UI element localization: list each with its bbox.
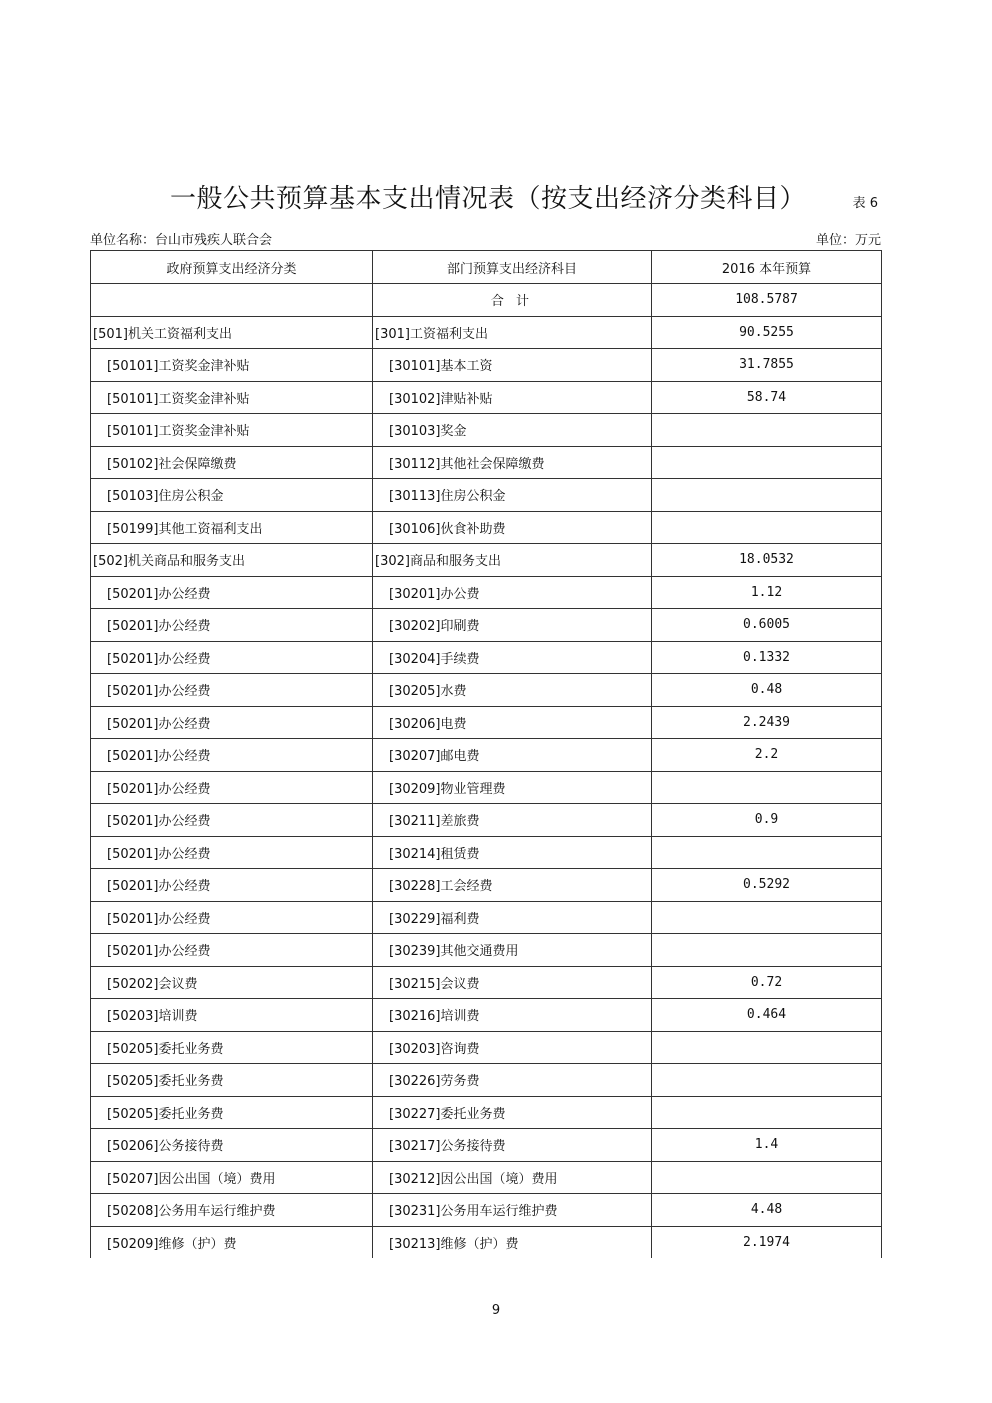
budget-amount-cell: 2.2439 (652, 706, 882, 739)
table-row (91, 1031, 882, 1064)
gov-category-cell: [50201]办公经费 (91, 804, 373, 837)
budget-amount-cell: 2.2 (652, 739, 882, 772)
table-row (91, 609, 882, 642)
meta-row (90, 229, 881, 247)
unit-name: 单位名称：台山市残疾人联合会 (90, 233, 273, 248)
budget-amount-cell (652, 414, 882, 447)
budget-amount-cell (652, 1064, 882, 1097)
budget-amount-cell (652, 901, 882, 934)
gov-category-cell: [50205]委托业务费 (91, 1096, 373, 1129)
budget-table (90, 250, 882, 1258)
table-row (91, 1194, 882, 1227)
table-row (91, 771, 882, 804)
table-row (91, 349, 882, 382)
budget-amount-cell: 0.464 (652, 999, 882, 1032)
budget-amount-cell: 0.5292 (652, 869, 882, 902)
gov-category-cell: [50201]办公经费 (91, 739, 373, 772)
table-row (91, 1064, 882, 1097)
header-budget-amount: 2016 本年预算 (652, 251, 882, 284)
header-dept-subject: 部门预算支出经济科目 (373, 251, 652, 284)
dept-subject-cell: [30209]物业管理费 (373, 771, 652, 804)
table-row (91, 674, 882, 707)
table-row (91, 999, 882, 1032)
table-row (91, 836, 882, 869)
budget-amount-cell (652, 511, 882, 544)
total-row (91, 284, 882, 317)
budget-amount-cell (652, 771, 882, 804)
table-row (91, 446, 882, 479)
table-row (91, 316, 882, 349)
dept-subject-cell: [301]工资福利支出 (373, 316, 652, 349)
dept-subject-cell: [30212]因公出国（境）费用 (373, 1161, 652, 1194)
gov-category-cell: [50101]工资奖金津补贴 (91, 349, 373, 382)
gov-category-cell: [50202]会议费 (91, 966, 373, 999)
dept-subject-cell: [30215]会议费 (373, 966, 652, 999)
gov-category-cell: [50101]工资奖金津补贴 (91, 414, 373, 447)
table-row (91, 544, 882, 577)
budget-amount-cell: 0.1332 (652, 641, 882, 674)
budget-table-body (91, 251, 882, 1259)
budget-amount-cell (652, 1161, 882, 1194)
table-number: 表 6 (852, 196, 878, 211)
gov-category-cell: [50209]维修（护）费 (91, 1226, 373, 1258)
table-row (91, 511, 882, 544)
gov-category-cell: [50201]办公经费 (91, 934, 373, 967)
dept-subject-cell: [30101]基本工资 (373, 349, 652, 382)
budget-amount-cell: 1.4 (652, 1129, 882, 1162)
gov-category-cell: [50201]办公经费 (91, 901, 373, 934)
budget-amount-cell: 0.9 (652, 804, 882, 837)
table-row (91, 1096, 882, 1129)
budget-amount-cell (652, 934, 882, 967)
table-row (91, 901, 882, 934)
budget-amount-cell (652, 836, 882, 869)
budget-amount-cell: 2.1974 (652, 1226, 882, 1258)
table-row (91, 869, 882, 902)
total-label: 合 计 (373, 284, 652, 317)
gov-category-cell: [50201]办公经费 (91, 706, 373, 739)
budget-amount-cell (652, 1031, 882, 1064)
budget-amount-cell: 31.7855 (652, 349, 882, 382)
dept-subject-cell: [30102]津贴补贴 (373, 381, 652, 414)
gov-category-cell: [50201]办公经费 (91, 674, 373, 707)
dept-subject-cell: [30205]水费 (373, 674, 652, 707)
page-title: 一般公共预算基本支出情况表（按支出经济分类科目） (170, 184, 807, 214)
table-row (91, 934, 882, 967)
gov-category-cell: [50201]办公经费 (91, 641, 373, 674)
total-empty-cell (91, 284, 373, 317)
gov-category-cell: [50206]公务接待费 (91, 1129, 373, 1162)
table-row (91, 381, 882, 414)
dept-subject-cell: [30239]其他交通费用 (373, 934, 652, 967)
budget-amount-cell: 58.74 (652, 381, 882, 414)
budget-amount-cell: 4.48 (652, 1194, 882, 1227)
table-row (91, 1161, 882, 1194)
budget-amount-cell: 0.6005 (652, 609, 882, 642)
dept-subject-cell: [30113]住房公积金 (373, 479, 652, 512)
gov-category-cell: [50199]其他工资福利支出 (91, 511, 373, 544)
dept-subject-cell: [30211]差旅费 (373, 804, 652, 837)
budget-amount-cell: 1.12 (652, 576, 882, 609)
gov-category-cell: [50203]培训费 (91, 999, 373, 1032)
dept-subject-cell: [30231]公务用车运行维护费 (373, 1194, 652, 1227)
dept-subject-cell: [30217]公务接待费 (373, 1129, 652, 1162)
dept-subject-cell: [30207]邮电费 (373, 739, 652, 772)
budget-amount-cell: 0.72 (652, 966, 882, 999)
gov-category-cell: [50201]办公经费 (91, 869, 373, 902)
dept-subject-cell: [30213]维修（护）费 (373, 1226, 652, 1258)
dept-subject-cell: [30216]培训费 (373, 999, 652, 1032)
dept-subject-cell: [30229]福利费 (373, 901, 652, 934)
dept-subject-cell: [30226]劳务费 (373, 1064, 652, 1097)
dept-subject-cell: [30228]工会经费 (373, 869, 652, 902)
dept-subject-cell: [30206]电费 (373, 706, 652, 739)
gov-category-cell: [50205]委托业务费 (91, 1064, 373, 1097)
dept-subject-cell: [30201]办公费 (373, 576, 652, 609)
dept-subject-cell: [30202]印刷费 (373, 609, 652, 642)
gov-category-cell: [50201]办公经费 (91, 836, 373, 869)
dept-subject-cell: [30227]委托业务费 (373, 1096, 652, 1129)
table-row (91, 1226, 882, 1258)
gov-category-cell: [50101]工资奖金津补贴 (91, 381, 373, 414)
table-row (91, 414, 882, 447)
gov-category-cell: [50201]办公经费 (91, 609, 373, 642)
table-row (91, 641, 882, 674)
budget-amount-cell: 0.48 (652, 674, 882, 707)
dept-subject-cell: [30106]伙食补助费 (373, 511, 652, 544)
gov-category-cell: [50103]住房公积金 (91, 479, 373, 512)
gov-category-cell: [50208]公务用车运行维护费 (91, 1194, 373, 1227)
table-row (91, 739, 882, 772)
dept-subject-cell: [30112]其他社会保障缴费 (373, 446, 652, 479)
total-value: 108.5787 (652, 284, 882, 317)
gov-category-cell: [501]机关工资福利支出 (91, 316, 373, 349)
header-gov-category: 政府预算支出经济分类 (91, 251, 373, 284)
dept-subject-cell: [30204]手续费 (373, 641, 652, 674)
gov-category-cell: [50201]办公经费 (91, 576, 373, 609)
budget-amount-cell (652, 446, 882, 479)
dept-subject-cell: [30214]租赁费 (373, 836, 652, 869)
dept-subject-cell: [30203]咨询费 (373, 1031, 652, 1064)
gov-category-cell: [50205]委托业务费 (91, 1031, 373, 1064)
table-row (91, 576, 882, 609)
page-number: 9 (491, 1303, 501, 1318)
gov-category-cell: [50207]因公出国（境）费用 (91, 1161, 373, 1194)
table-row (91, 479, 882, 512)
title-row (90, 178, 880, 218)
gov-category-cell: [50102]社会保障缴费 (91, 446, 373, 479)
table-row (91, 804, 882, 837)
header-row (91, 251, 882, 284)
gov-category-cell: [502]机关商品和服务支出 (91, 544, 373, 577)
table-row (91, 966, 882, 999)
gov-category-cell: [50201]办公经费 (91, 771, 373, 804)
budget-amount-cell (652, 1096, 882, 1129)
budget-amount-cell: 18.0532 (652, 544, 882, 577)
table-row (91, 706, 882, 739)
budget-amount-cell (652, 479, 882, 512)
table-row (91, 1129, 882, 1162)
dept-subject-cell: [302]商品和服务支出 (373, 544, 652, 577)
currency-unit: 单位：万元 (815, 233, 881, 248)
budget-amount-cell: 90.5255 (652, 316, 882, 349)
dept-subject-cell: [30103]奖金 (373, 414, 652, 447)
